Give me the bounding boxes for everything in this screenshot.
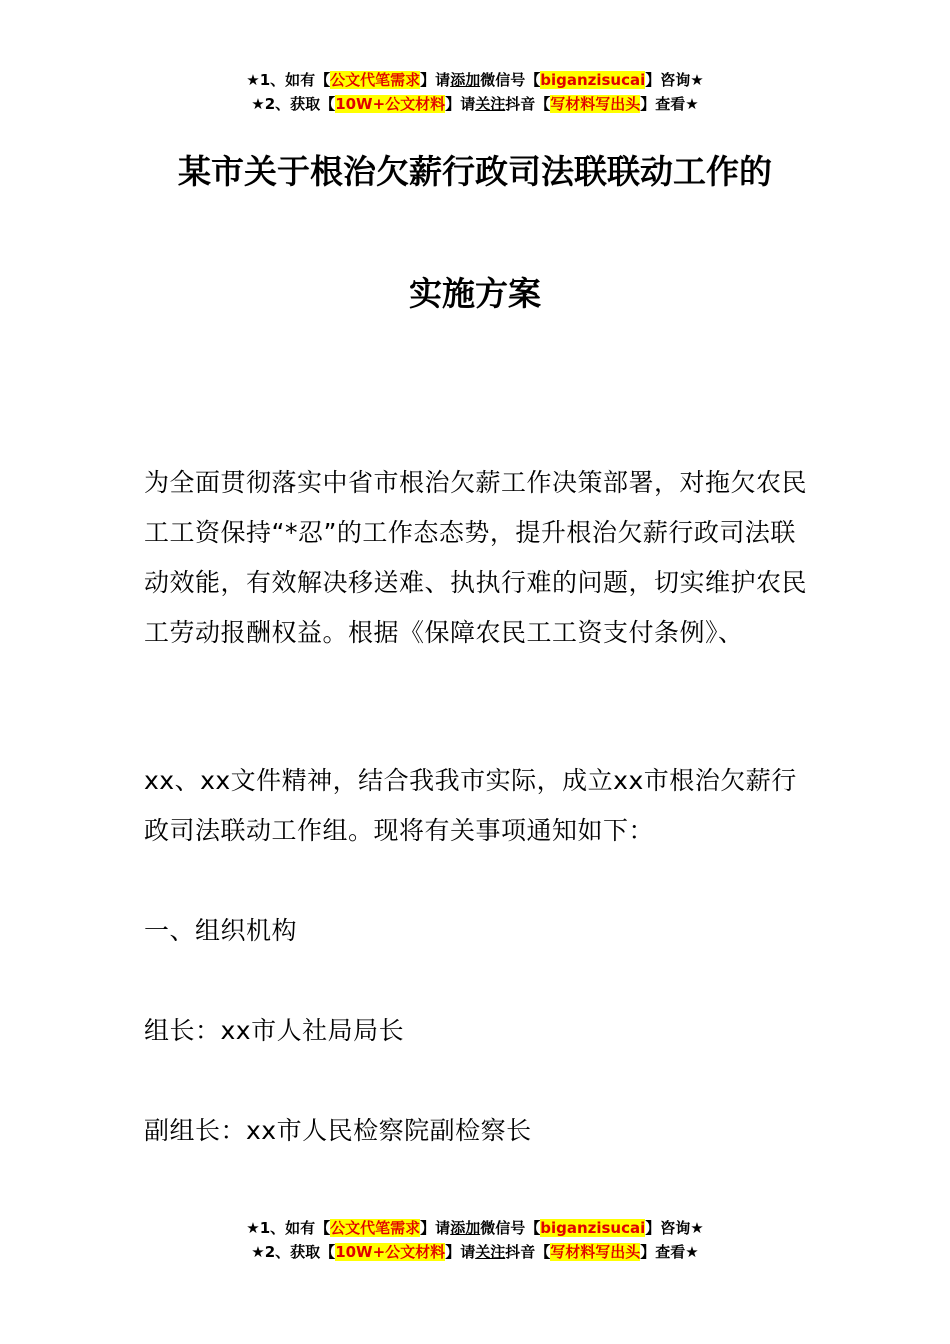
promo-line-1 xyxy=(0,1216,950,1240)
paragraph-text: 一、组织机构 xyxy=(144,916,298,945)
promo-line-2 xyxy=(0,1240,950,1264)
promo-text: ★1、如有【 xyxy=(246,1219,331,1237)
paragraph-text: 组长：xx市人社局局长 xyxy=(144,1016,405,1045)
promo-text: 】咨询★ xyxy=(645,71,704,89)
douyin-id-highlight: 写材料写出头 xyxy=(550,95,641,113)
paragraph-text: 副组长：xx市人民检察院副检察长 xyxy=(144,1116,532,1145)
promo-text: 抖音【 xyxy=(505,95,551,113)
promo-underlined: 添加 xyxy=(450,1219,481,1237)
promo-text: 】请 xyxy=(445,1243,476,1261)
promo-text: 微信号【 xyxy=(480,71,541,89)
promo-underlined: 关注 xyxy=(475,95,506,113)
basis-paragraph xyxy=(144,756,810,856)
promo-text: ★1、如有【 xyxy=(246,71,331,89)
promo-text: 】请 xyxy=(445,95,476,113)
leader-line xyxy=(144,1006,810,1056)
promo-line-2 xyxy=(0,92,950,116)
paragraph-text: 为全面贯彻落实中省市根治欠薪工作决策部署，对拖欠农民工工资保持“*忍”的工作态态势，提升根治欠薪行政司法联动效能，有效解决移送难、执执行难的问题，切实维护农民工劳动报酬权益。根据《保障农民工工资支付条例》、 xyxy=(144,468,808,647)
promo-text: 微信号【 xyxy=(480,1219,541,1237)
header-promo-banner xyxy=(0,68,950,116)
promo-underlined: 关注 xyxy=(475,1243,506,1261)
section-heading xyxy=(144,906,810,956)
promo-text: 抖音【 xyxy=(505,1243,551,1261)
document-title-line-1: 某市关于根治欠薪行政司法联联动工作的 xyxy=(178,152,772,191)
promo-line-1 xyxy=(0,68,950,92)
promo-text: 】查看★ xyxy=(640,1243,699,1261)
promo-text: ★2、获取【 xyxy=(251,95,336,113)
promo-highlight: 10W+公文材料 xyxy=(335,1243,446,1261)
promo-underlined: 添加 xyxy=(450,71,481,89)
intro-paragraph xyxy=(144,458,810,658)
promo-text: 】请 xyxy=(420,1219,451,1237)
promo-text: 】请 xyxy=(420,71,451,89)
wechat-id-highlight: biganzisucai xyxy=(540,71,646,89)
wechat-id-highlight: biganzisucai xyxy=(540,1219,646,1237)
promo-text: 】查看★ xyxy=(640,95,699,113)
promo-text: 】咨询★ xyxy=(645,1219,704,1237)
paragraph-text: xx、xx文件精神，结合我我市实际，成立xx市根治欠薪行政司法联动工作组。现将有关事项通知如下： xyxy=(144,766,797,845)
footer-promo-banner xyxy=(0,1216,950,1264)
deputy-leader-line xyxy=(144,1106,810,1156)
promo-highlight: 公文代笔需求 xyxy=(330,71,421,89)
promo-highlight: 10W+公文材料 xyxy=(335,95,446,113)
douyin-id-highlight: 写材料写出头 xyxy=(550,1243,641,1261)
promo-text: ★2、获取【 xyxy=(251,1243,336,1261)
document-title-line-2: 实施方案 xyxy=(409,274,541,313)
promo-highlight: 公文代笔需求 xyxy=(330,1219,421,1237)
